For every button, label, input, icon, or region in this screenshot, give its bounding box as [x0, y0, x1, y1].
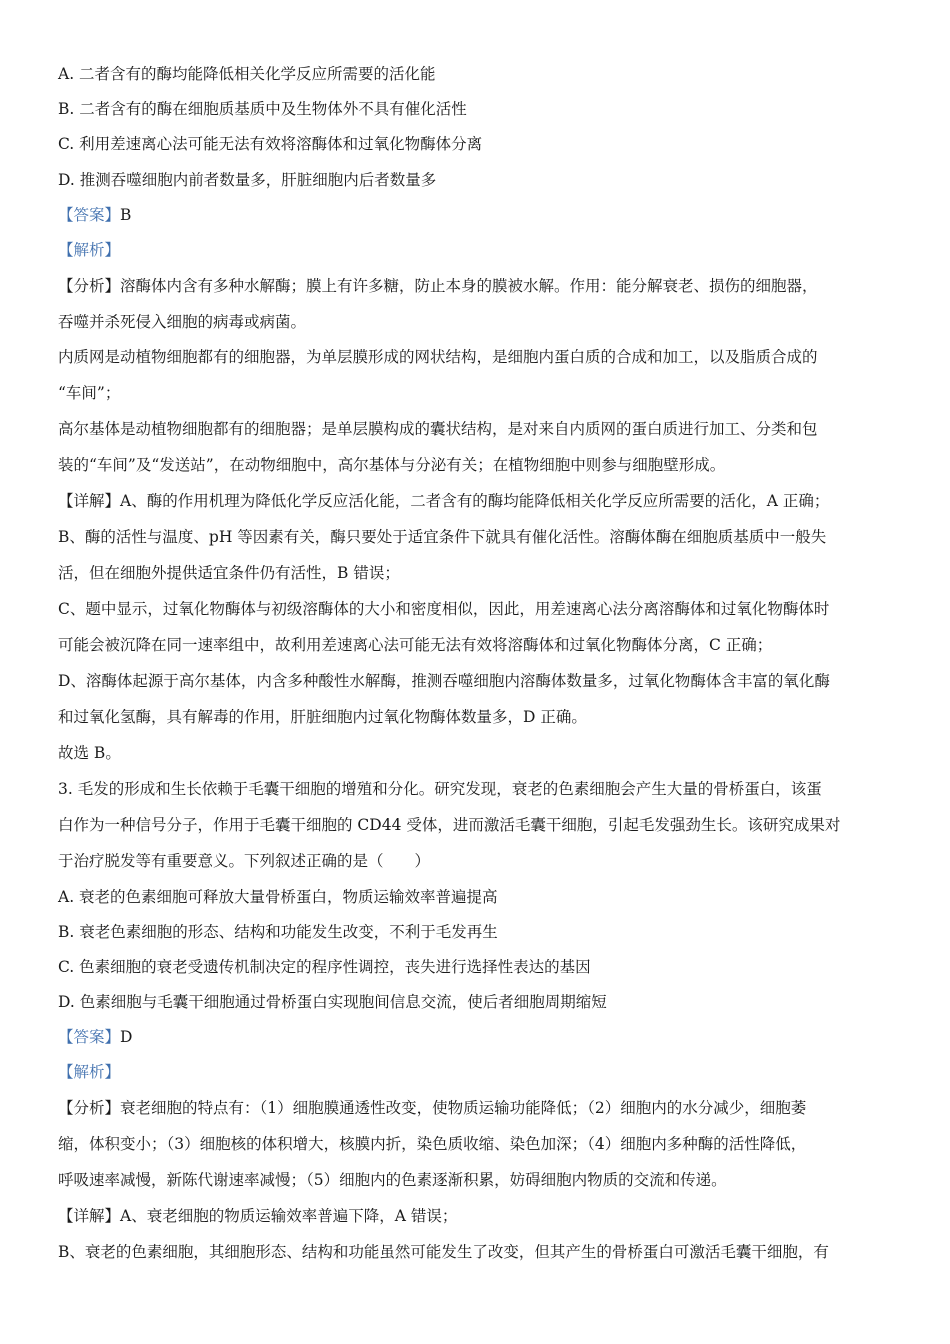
answer-tag: 【答案】	[58, 206, 121, 224]
q2-xiangjie-line: B、酶的活性与温度、pH 等因素有关，酶只要处于适宜条件下就具有催化活性。溶酶体酶在细胞质基质中一般失	[58, 528, 827, 546]
q2-fenxi-line: “车间”；	[58, 384, 121, 402]
q2-xiangjie-line: 和过氧化氢酶，具有解毒的作用，肝脏细胞内过氧化物酶体数量多，D 正确。	[58, 708, 587, 726]
q3-option-c: C. 色素细胞的衰老受遗传机制决定的程序性调控，丧失进行选择性表达的基因	[58, 958, 591, 976]
q2-xiangjie-line	[58, 490, 829, 512]
answer-value: B	[120, 206, 132, 224]
q2-xiangjie-line: C、题中显示，过氧化物酶体与初级溶酶体的大小和密度相似，因此，用差速离心法分离溶酶体和过氧化物酶体时	[58, 600, 830, 618]
answer-value: D	[120, 1028, 133, 1046]
q2-xiangjie-line: 可能会被沉降在同一速率组中，故利用差速离心法可能无法有效将溶酶体和过氧化物酶体分离，C 正确；	[58, 636, 773, 654]
answer-tag: 【答案】	[58, 1028, 121, 1046]
xiangjie-text: A、衰老细胞的物质运输效率普遍下降，A 错误；	[120, 1207, 458, 1225]
fenxi-tag: 【分析】	[58, 1099, 121, 1117]
q2-option-c: C. 利用差速离心法可能无法有效将溶酶体和过氧化物酶体分离	[58, 135, 483, 153]
xiangjie-text: A、酶的作用机理为降低化学反应活化能，二者含有的酶均能降低相关化学反应所需要的活化，A 正确；	[120, 492, 830, 510]
q2-analysis-tag: 【解析】	[58, 241, 121, 259]
fenxi-text: 衰老细胞的特点有：（1）细胞膜通透性改变，使物质运输功能降低；（2）细胞内的水分减少，细胞萎	[120, 1099, 807, 1117]
q2-xiangjie-line: D、溶酶体起源于高尔基体，内含多种酸性水解酶，推测吞噬细胞内溶酶体数量多，过氧化物酶体含丰富的氧化酶	[58, 672, 830, 690]
q2-fenxi-line: 装的“车间”及“发送站”，在动物细胞中，高尔基体与分泌有关；在植物细胞中则参与细胞壁形成。	[58, 456, 726, 474]
q3-stem-line: 3. 毛发的形成和生长依赖于毛囊干细胞的增殖和分化。研究发现，衰老的色素细胞会产生大量的骨桥蛋白，该蛋	[58, 780, 822, 798]
q2-fenxi-line: 吞噬并杀死侵入细胞的病毒或病菌。	[58, 313, 307, 331]
fenxi-tag: 【分析】	[58, 277, 121, 295]
q3-option-d: D. 色素细胞与毛囊干细胞通过骨桥蛋白实现胞间信息交流，使后者细胞周期缩短	[58, 993, 607, 1011]
xiangjie-tag: 【详解】	[58, 1207, 121, 1225]
q3-fenxi-line: 缩，体积变小；（3）细胞核的体积增大，核膜内折，染色质收缩、染色加深；（4）细胞内多种酶的活性降低，	[58, 1135, 807, 1153]
q2-conclusion: 故选 B。	[58, 744, 121, 762]
xiangjie-tag: 【详解】	[58, 492, 121, 510]
q3-stem-line: 于治疗脱发等有重要意义。下列叙述正确的是（ ）	[58, 852, 431, 870]
q2-option-d: D. 推测吞噬细胞内前者数量多，肝脏细胞内后者数量多	[58, 171, 437, 189]
q3-stem-line: 白作为一种信号分子，作用于毛囊干细胞的 CD44 受体，进而激活毛囊干细胞，引起毛发强劲生长。该研究成果对	[58, 816, 841, 834]
q3-analysis-tag: 【解析】	[58, 1063, 121, 1081]
q3-answer	[58, 1026, 132, 1048]
q2-fenxi-line: 高尔基体是动植物细胞都有的细胞器；是单层膜构成的囊状结构，是对来自内质网的蛋白质进行加工、分类和包	[58, 420, 818, 438]
q2-fenxi-line: 内质网是动植物细胞都有的细胞器，为单层膜形成的网状结构，是细胞内蛋白质的合成和加工，以及脂质合成的	[58, 348, 818, 366]
q2-option-b: B. 二者含有的酶在细胞质基质中及生物体外不具有催化活性	[58, 100, 467, 118]
q2-option-a: A. 二者含有的酶均能降低相关化学反应所需要的活化能	[58, 65, 436, 83]
q2-answer	[58, 204, 131, 226]
q3-fenxi-line: 呼吸速率减慢，新陈代谢速率减慢；（5）细胞内的色素逐渐积累，妨碍细胞内物质的交流和传递。	[58, 1171, 727, 1189]
q3-fenxi-line	[58, 1097, 806, 1119]
q3-xiangjie-line: B、衰老的色素细胞，其细胞形态、结构和功能虽然可能发生了改变，但其产生的骨桥蛋白可激活毛囊干细胞，有	[58, 1243, 829, 1261]
q2-xiangjie-line: 活，但在细胞外提供适宜条件仍有活性，B 错误；	[58, 564, 400, 582]
q3-option-a: A. 衰老的色素细胞可释放大量骨桥蛋白，物质运输效率普遍提高	[58, 888, 498, 906]
q3-xiangjie-line	[58, 1205, 457, 1227]
fenxi-text: 溶酶体内含有多种水解酶；膜上有许多糖，防止本身的膜被水解。作用：能分解衰老、损伤的细胞器，	[120, 277, 818, 295]
q2-fenxi-line	[58, 275, 818, 297]
q3-option-b: B. 衰老色素细胞的形态、结构和功能发生改变，不利于毛发再生	[58, 923, 498, 941]
